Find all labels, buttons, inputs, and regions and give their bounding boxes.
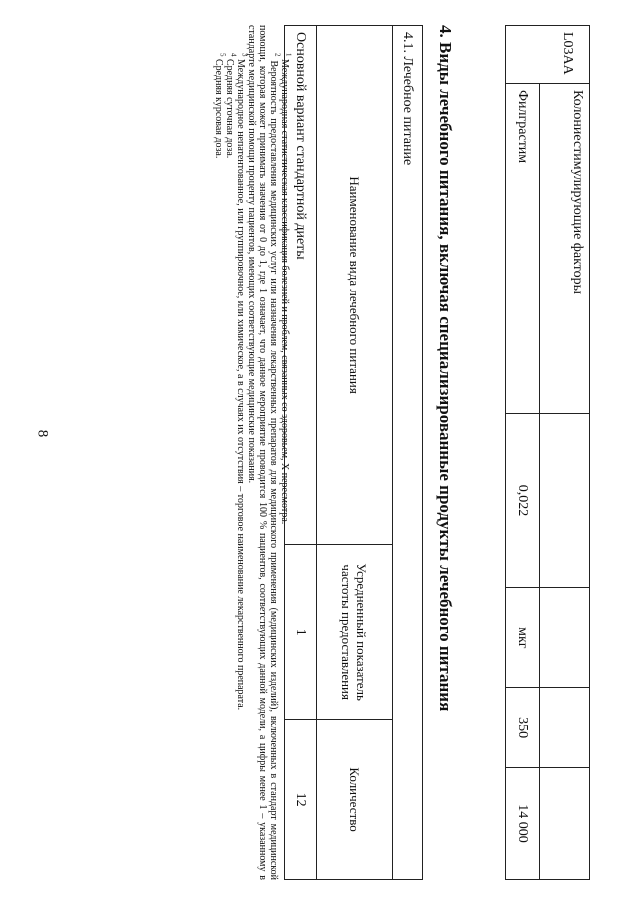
- empty-cell: [540, 688, 590, 768]
- footnote: [213, 25, 227, 880]
- header-quantity: Количество: [317, 720, 393, 880]
- footnote-mark: 2: [273, 53, 282, 57]
- rotated-page-content: [15, 25, 605, 880]
- footnote: [224, 25, 238, 880]
- footnote-mark: 4: [229, 53, 238, 57]
- footnote-mark: 3: [240, 53, 249, 57]
- header-name: Наименование вида лечебного питания: [317, 26, 393, 545]
- drug-row: [506, 26, 540, 880]
- header-frequency: Усредненный показатель частоты предоставления: [317, 545, 393, 720]
- drug-group-cell: Колониестимулирующие факторы: [540, 83, 590, 413]
- page-number: 8: [34, 429, 51, 438]
- drug-group-row: [540, 26, 590, 880]
- footnote-mark: 1: [284, 53, 293, 57]
- daily-dose-cell: 350: [506, 688, 540, 768]
- drug-name-cell: Филграстим: [506, 83, 540, 413]
- footnote-text: Международная статистическая классификация болезней и проблем, связанных со здоровьем, X пересмотра.: [279, 59, 290, 525]
- nutrition-table: [284, 25, 423, 880]
- diet-name-cell: Основной вариант стандартной диеты: [285, 26, 317, 545]
- footnote-text: Средняя суточная доза.: [224, 59, 235, 159]
- footnote-text: Средняя курсовая доза.: [213, 59, 224, 159]
- diet-frequency-cell: 1: [285, 545, 317, 720]
- footnote-text: Международное непатентованное, или группировочное, или химическое, а в случаях их отсутствия – торговое наименование лекарственного препарата.: [235, 59, 246, 711]
- atc-code-cell: L03AA: [506, 26, 590, 84]
- footnote-mark: 5: [218, 53, 227, 57]
- unit-cell: мкг: [506, 588, 540, 688]
- empty-cell: [540, 768, 590, 880]
- course-dose-cell: 14 000: [506, 768, 540, 880]
- empty-cell: [540, 413, 590, 588]
- subsection-row: [393, 26, 423, 880]
- footnote: [246, 25, 282, 881]
- footnote-text: Вероятность предоставления медицинских услуг или назначения лекарственных препаратов для медицинского применения (медицинских изделий), включенных в стандарт медицинской помощи, которая может принимать значения от 0 до 1, где 1 означает, что данное мероприятие проводится 100 % пациентов, соответствующих данной модели, а цифры менее 1 – указанному в стандарте медицинской помощи проценту пациентов, имеющих соответствующие медицинские показания.: [246, 25, 279, 881]
- footnote: [235, 25, 249, 880]
- frequency-cell: 0,022: [506, 413, 540, 588]
- section-heading: 4. Виды лечебного питания, включая специализированные продукты лечебного питания: [436, 25, 455, 712]
- drug-table: [505, 25, 590, 880]
- footnotes: [213, 25, 293, 881]
- diet-quantity-cell: 12: [285, 720, 317, 880]
- header-row: [317, 26, 393, 880]
- footnote: [279, 25, 293, 880]
- subsection-title: 4.1. Лечебное питание: [393, 26, 423, 880]
- empty-cell: [540, 588, 590, 688]
